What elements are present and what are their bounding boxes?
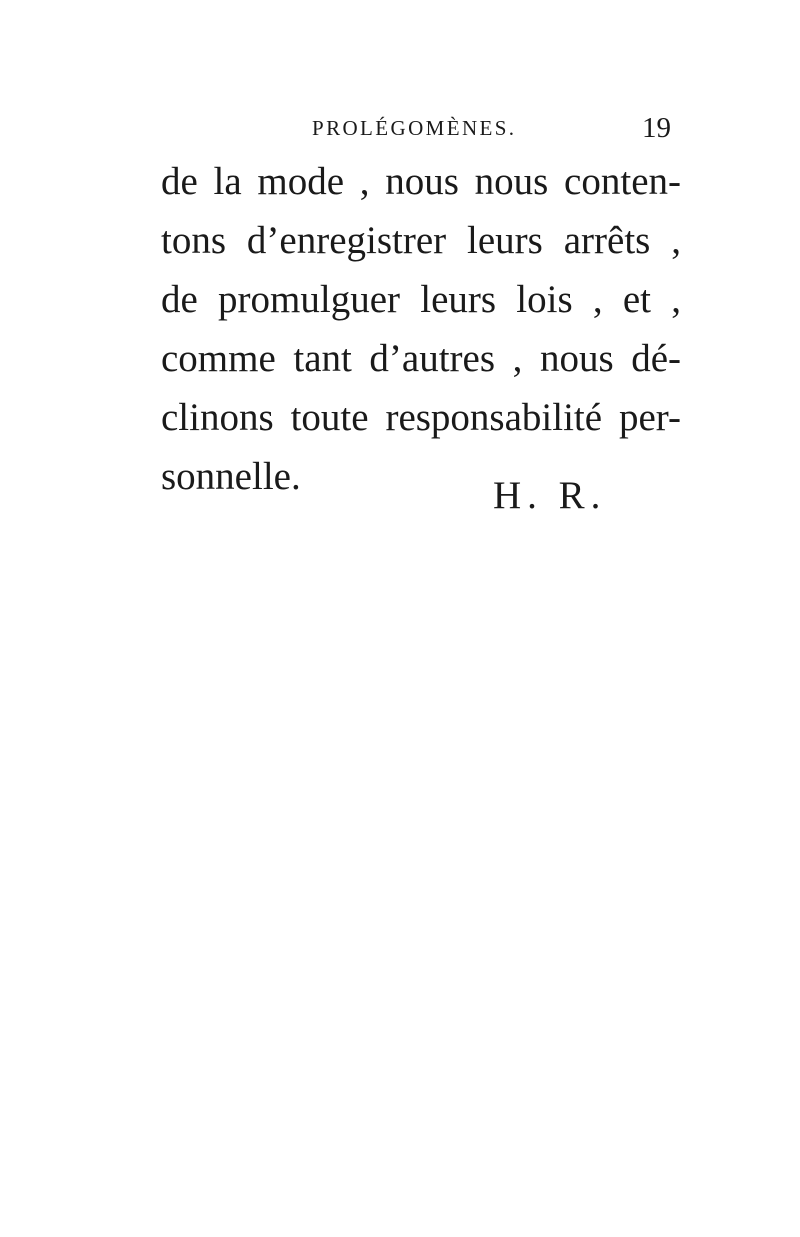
text-line: sonnelle. bbox=[161, 455, 301, 498]
text-line: clinons toute responsabilité per- bbox=[161, 396, 681, 439]
text-line: de promulguer leurs lois , et , bbox=[161, 278, 681, 321]
page-number: 19 bbox=[642, 112, 671, 144]
running-head bbox=[0, 108, 800, 148]
text-line: de la mode , nous nous conten- bbox=[161, 160, 681, 203]
author-initials: H. R. bbox=[493, 474, 607, 517]
text-line: comme tant d’autres , nous dé- bbox=[161, 337, 681, 380]
body-paragraph bbox=[161, 152, 681, 506]
text-line: tons d’enregistrer leurs arrêts , bbox=[161, 219, 681, 262]
running-title: PROLÉGOMÈNES. bbox=[312, 116, 517, 140]
